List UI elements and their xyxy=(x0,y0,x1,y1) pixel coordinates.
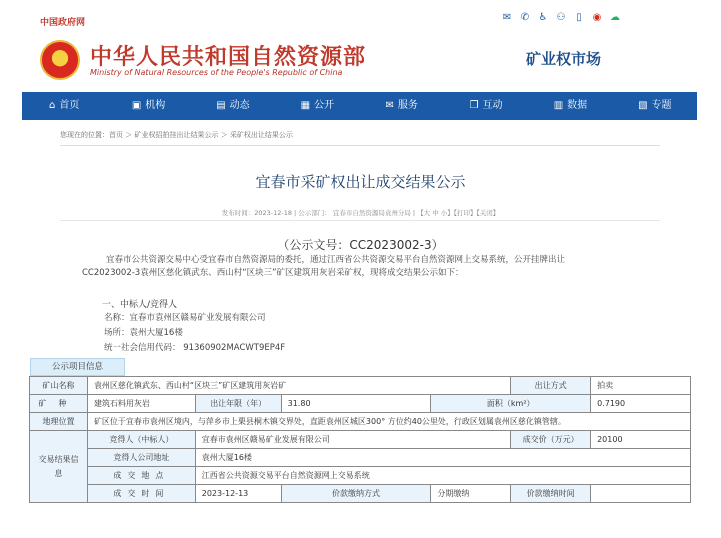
table-row xyxy=(30,467,691,485)
nav-item-interact[interactable]: ❐ 互动 xyxy=(469,100,503,111)
deal-place-label: 成交地点 xyxy=(87,467,195,485)
payment-time-value xyxy=(591,485,691,503)
mineral-type-value: 建筑石料用灰岩 xyxy=(87,395,195,413)
national-emblem-icon xyxy=(40,40,80,80)
divider xyxy=(60,220,660,221)
article-meta[interactable]: 发布时间：2023-12-18 | 公示部门： 宜春市自然资源局袁州分局 | 【大 中 小】【打印】【关闭】 xyxy=(221,209,500,217)
divider xyxy=(60,145,660,146)
price-label: 成交价（万元） xyxy=(511,431,591,449)
address-value: 袁州大厦16楼 xyxy=(195,449,690,467)
winner-value: 宜春市袁州区赣易矿业发展有限公司 xyxy=(195,431,510,449)
table-row xyxy=(30,395,691,413)
price-value: 20100 xyxy=(591,431,691,449)
org-icon: ▣ xyxy=(131,100,142,111)
table-row xyxy=(30,485,691,503)
info-tab[interactable]: 公示项目信息 xyxy=(30,358,125,376)
table-row xyxy=(30,431,691,449)
term-value: 31.80 xyxy=(281,395,431,413)
area-label: 面积（km²） xyxy=(431,395,591,413)
document-number: （公示文号：CC2023002-3） xyxy=(277,238,444,252)
weibo-icon[interactable]: ◉ xyxy=(592,12,602,23)
mail-icon[interactable]: ✉ xyxy=(502,12,512,23)
nav-item-public[interactable]: ▦ 公开 xyxy=(300,100,335,111)
data-icon: ▥ xyxy=(553,100,564,111)
site-name[interactable]: 中华人民共和国自然资源部 xyxy=(90,45,367,70)
table-row xyxy=(30,413,691,431)
service-icon: ✉ xyxy=(385,100,394,111)
area-value: 0.7190 xyxy=(591,395,691,413)
winner-place: 场所：袁州大厦16楼 xyxy=(104,328,183,338)
table-row xyxy=(30,377,691,395)
topic-icon: ▧ xyxy=(638,100,648,111)
section-title[interactable]: 矿业权市场 xyxy=(525,50,601,68)
page-title: 宜春市采矿权出让成交结果公示 xyxy=(255,173,466,191)
deal-time-label: 成交时间 xyxy=(87,485,195,503)
result-group-label: 交易结果信息 xyxy=(30,431,88,503)
nav-item-topic[interactable]: ▧ 专题 xyxy=(638,100,672,111)
winner-name: 名称：宜春市袁州区赣易矿业发展有限公司 xyxy=(104,313,266,323)
nav-item-org[interactable]: ▣ 机构 xyxy=(131,100,166,111)
term-label: 出让年限（年） xyxy=(195,395,281,413)
nav-item-service[interactable]: ✉ 服务 xyxy=(385,100,418,111)
address-label: 竞得人公司地址 xyxy=(87,449,195,467)
home-icon: ⌂ xyxy=(49,100,56,111)
table-row xyxy=(30,449,691,467)
site-english-name: Ministry of Natural Resources of the People's Republic of China xyxy=(90,68,343,77)
transfer-method-value: 拍卖 xyxy=(591,377,691,395)
chat-icon: ❐ xyxy=(469,100,479,111)
breadcrumb[interactable]: 您现在的位置：首页 ＞ 矿业权招拍挂出让结果公示 ＞ 采矿权出让结果公示 xyxy=(60,131,293,139)
location-label: 地理位置 xyxy=(30,413,88,431)
payment-time-label: 价款缴纳时间 xyxy=(511,485,591,503)
news-icon: ▤ xyxy=(216,100,226,111)
winner-credit-code: 统一社会信用代码： 91360902MACWT9EP4F xyxy=(104,343,286,353)
gov-portal-link[interactable]: 中国政府网 xyxy=(40,18,86,28)
result-table xyxy=(29,376,691,503)
site-header xyxy=(0,28,721,90)
deal-place-value: 江西省公共资源交易平台自然资源网上交易系统 xyxy=(195,467,690,485)
payment-method-label: 价款缴纳方式 xyxy=(281,485,431,503)
nav-item-news[interactable]: ▤ 动态 xyxy=(216,100,250,111)
mine-name-label: 矿山名称 xyxy=(30,377,88,395)
nav-item-home[interactable]: ⌂ 首页 xyxy=(49,100,80,111)
wechat-icon[interactable]: ☁ xyxy=(610,12,620,23)
top-bar xyxy=(0,0,721,28)
public-icon: ▦ xyxy=(300,100,311,111)
email-icon[interactable]: ✆ xyxy=(520,12,530,23)
nav-item-data[interactable]: ▥ 数据 xyxy=(553,100,588,111)
winner-label: 竞得人（中标人） xyxy=(87,431,195,449)
transfer-method-label: 出让方式 xyxy=(511,377,591,395)
main-nav xyxy=(22,92,697,120)
elder-icon[interactable]: ⚇ xyxy=(556,12,566,23)
intro-paragraph: 宜春市公共资源交易中心受宜春市自然资源局的委托，通过江西省公共资源交易平台自然资源网上交易系统，公开挂牌出让CC2023002-3袁州区慈化镇武东、西山村“区块三”矿区建筑用灰岩采矿权，现将成交结果公示如下： xyxy=(82,255,566,278)
location-value: 矿区位于宜春市袁州区境内，与萍乡市上栗县桐木镇交界处，直距袁州区城区300° 方位约40公里处，行政区划属袁州区慈化镇管辖。 xyxy=(87,413,690,431)
mobile-icon[interactable]: ▯ xyxy=(576,12,582,23)
mine-name-value: 袁州区慈化镇武东、西山村“区块三”矿区建筑用灰岩矿 xyxy=(87,377,510,395)
payment-method-value: 分期缴纳 xyxy=(431,485,511,503)
section-heading: 一、中标人/竞得人 xyxy=(102,300,178,310)
mineral-type-label: 矿种 xyxy=(30,395,88,413)
accessibility-icon[interactable]: ♿ xyxy=(538,12,548,23)
deal-time-value: 2023-12-13 xyxy=(195,485,281,503)
top-icon-bar xyxy=(501,12,621,24)
